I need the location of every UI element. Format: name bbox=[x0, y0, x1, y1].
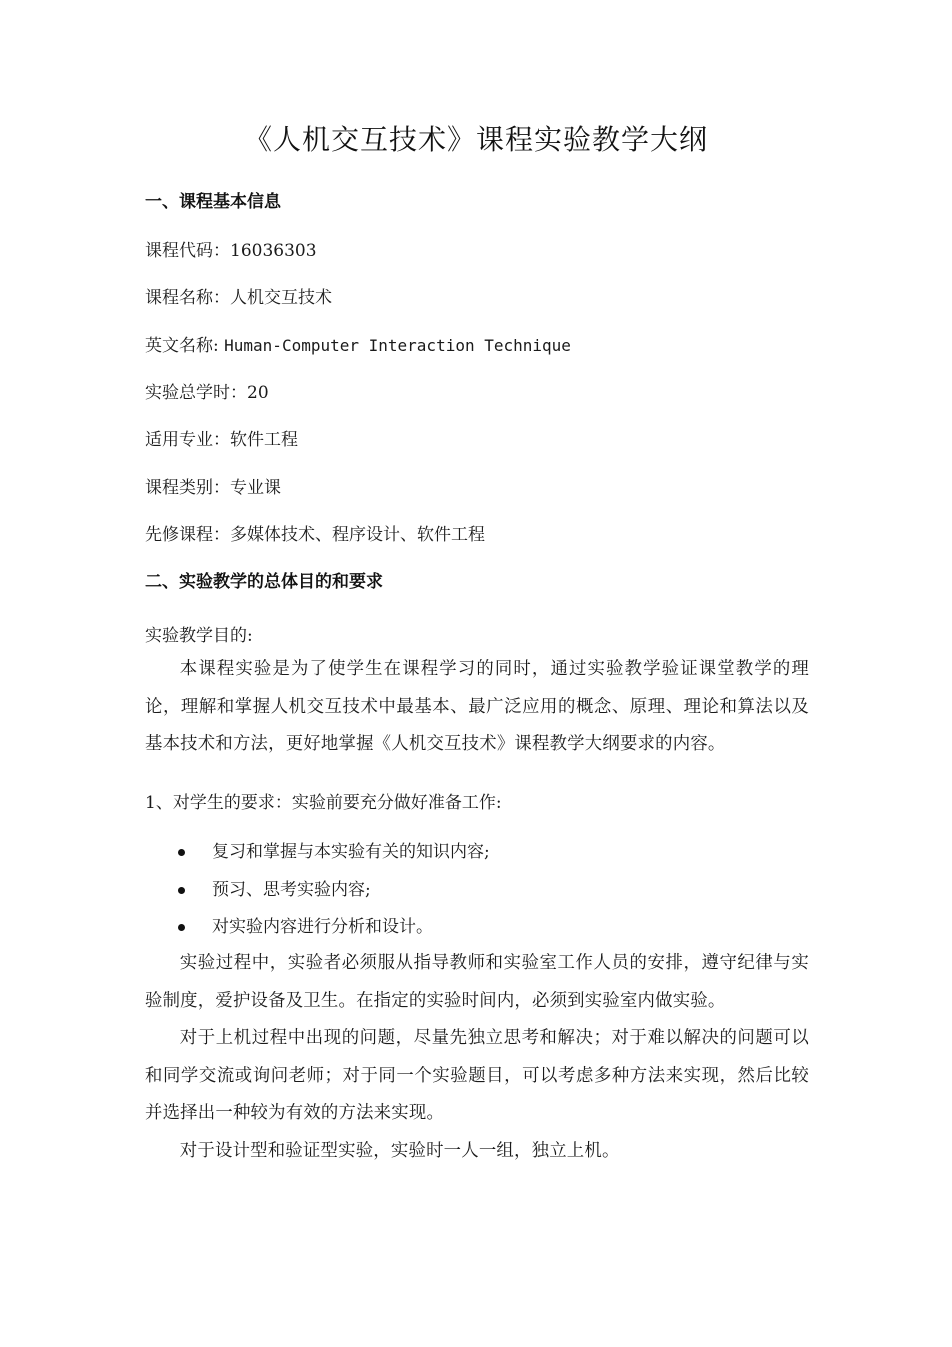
document-title: 《人机交互技术》课程实验教学大纲 bbox=[243, 123, 708, 156]
field-course-category bbox=[145, 473, 281, 498]
field-course-code bbox=[145, 236, 317, 261]
field-label: 英文名称: bbox=[145, 336, 225, 356]
field-prerequisites bbox=[145, 520, 485, 545]
field-label: 课程名称： bbox=[145, 288, 230, 308]
list-item bbox=[145, 909, 490, 947]
field-label: 实验总学时： bbox=[145, 383, 247, 403]
list-item-text: 预习、思考实验内容; bbox=[212, 879, 371, 900]
list-item-text: 对实验内容进行分析和设计。 bbox=[212, 917, 433, 937]
field-label: 先修课程： bbox=[145, 525, 230, 545]
bullet-dot-icon bbox=[178, 887, 185, 894]
purpose-paragraph: 本课程实验是为了使学生在课程学习的同时，通过实验教学验证课堂教学的理论，理解和掌握人机交互技术中最基本、最广泛应用的概念、原理、理论和算法以及基本技术和方法，更好地掌握《人机交互技术》课程教学大纲要求的内容。 bbox=[145, 659, 809, 754]
field-course-name bbox=[145, 283, 332, 308]
field-value: 人机交互技术 bbox=[230, 288, 332, 308]
field-value: 多媒体技术、程序设计、软件工程 bbox=[230, 525, 485, 545]
field-label: 适用专业： bbox=[145, 430, 230, 450]
section-heading-basic-info: 一、课程基本信息 bbox=[145, 192, 281, 212]
list-item-text: 复习和掌握与本实验有关的知识内容; bbox=[212, 842, 490, 862]
field-value: 16036303 bbox=[230, 241, 317, 261]
list-item bbox=[145, 872, 490, 910]
purpose-label: 实验教学目的: bbox=[145, 626, 253, 646]
list-item bbox=[145, 834, 490, 872]
field-applicable-major bbox=[145, 425, 298, 450]
field-value: Human-Computer Interaction Technique bbox=[224, 336, 571, 355]
problems-paragraph: 对于上机过程中出现的问题，尽量先独立思考和解决；对于难以解决的问题可以和同学交流或询问老师；对于同一个实验题目，可以考虑多种方法来实现，然后比较并选择出一种较为有效的方法来实现。 bbox=[145, 1028, 809, 1123]
field-total-hours bbox=[145, 378, 269, 403]
field-english-name bbox=[145, 331, 571, 356]
process-paragraph: 实验过程中，实验者必须服从指导教师和实验室工作人员的安排，遵守纪律与实验制度，爱护设备及卫生。在指定的实验时间内，必须到实验室内做实验。 bbox=[145, 953, 809, 1011]
design-paragraph: 对于设计型和验证型实验，实验时一人一组，独立上机。 bbox=[179, 1141, 620, 1161]
field-label: 课程类别： bbox=[145, 478, 230, 498]
field-label: 课程代码： bbox=[145, 241, 230, 261]
field-value: 专业课 bbox=[230, 478, 281, 498]
field-value: 软件工程 bbox=[230, 430, 298, 450]
section-heading-objectives: 二、实验教学的总体目的和要求 bbox=[145, 572, 383, 592]
field-value: 20 bbox=[247, 383, 269, 403]
requirements-list bbox=[145, 834, 490, 947]
bullet-dot-icon bbox=[178, 849, 185, 856]
requirements-label: 1、对学生的要求：实验前要充分做好准备工作: bbox=[145, 793, 502, 813]
bullet-dot-icon bbox=[178, 924, 185, 931]
